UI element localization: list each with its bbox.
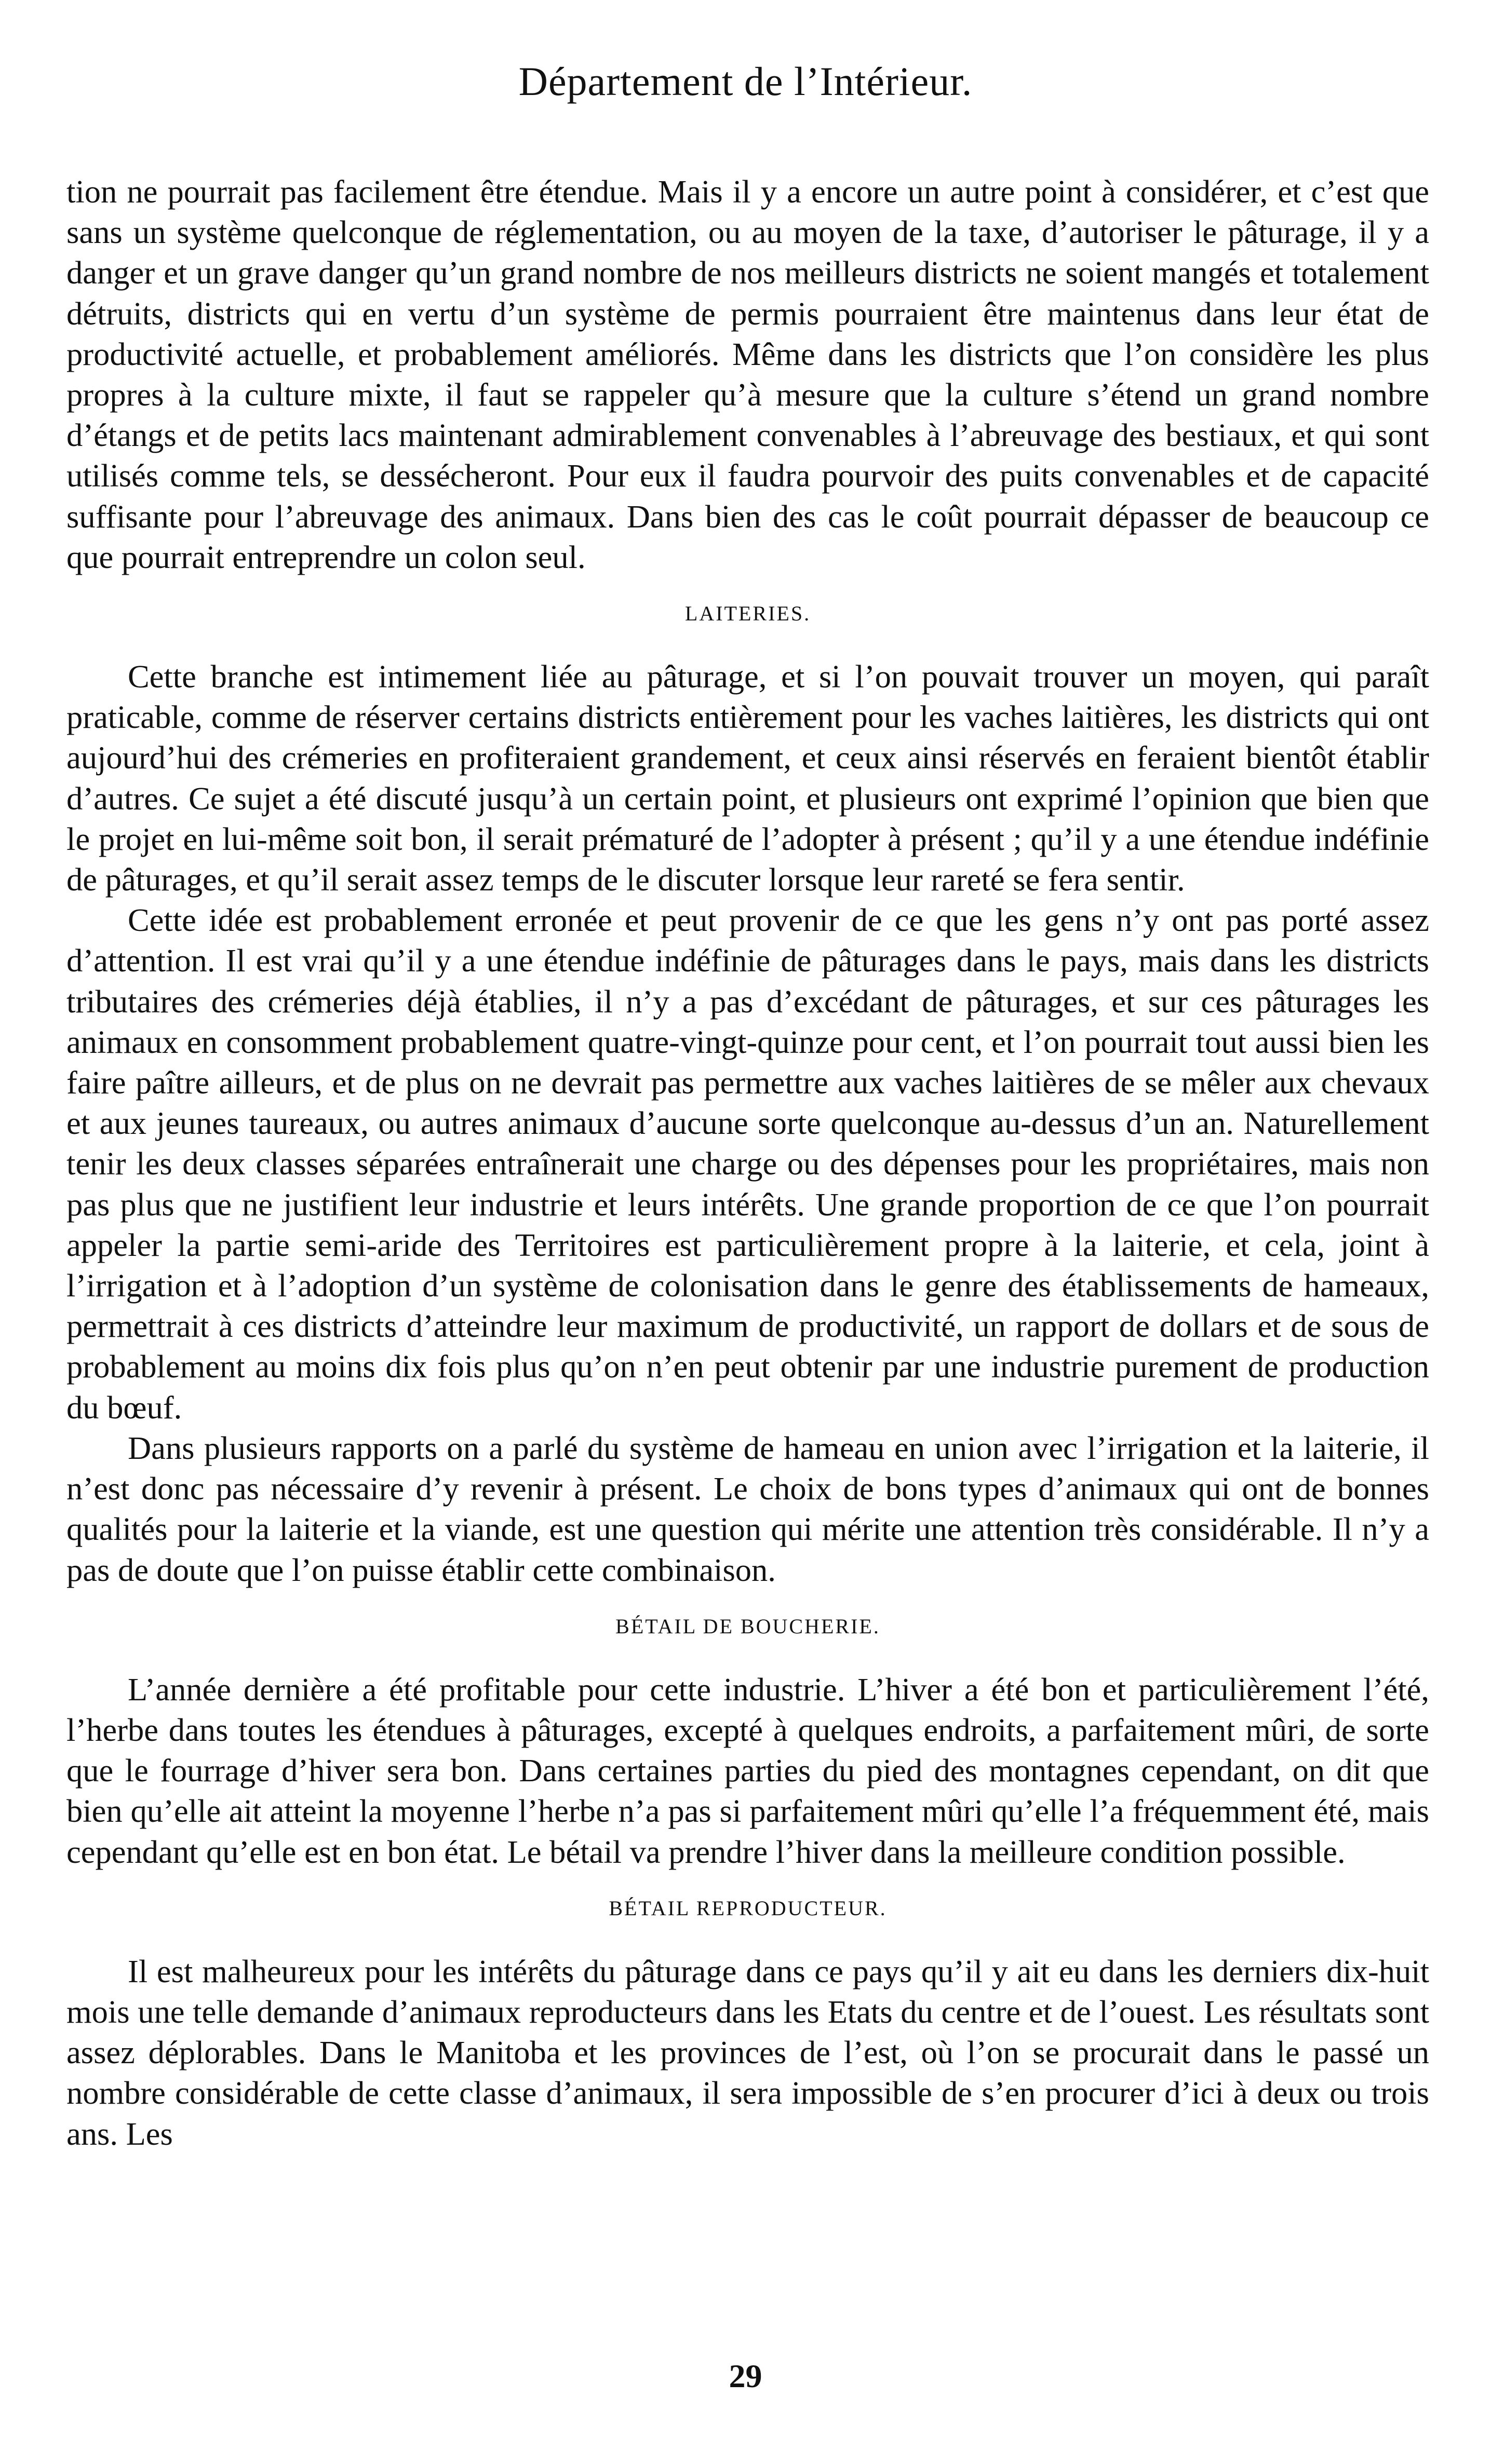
paragraph-betail-boucherie: L’année dernière a été profitable pour cette industrie. L’hiver a été bon et particulièrement l’été, l’herbe dans toutes les étendues à pâturages, excepté à quelques endroits, a parfaitement mûri, de sorte que le fourrage d’hiver sera bon. Dans certaines parties du pied des montagnes cependant, on dit que bien qu’elle ait atteint la moyenne l’herbe n’a pas si parfaitement mûri qu’elle l’a fréquemment été, mais cependant qu’elle est en bon état. Le bétail va prendre l’hiver dans la meilleure condition possible. bbox=[66, 1671, 1429, 1870]
section-heading-betail-boucherie: BÉTAIL DE BOUCHERIE. bbox=[615, 1614, 880, 1638]
paragraph-laiteries-1: Cette branche est intimement liée au pâturage, et si l’on pouvait trouver un moyen, qui paraît praticable, comme de réserver certains districts entièrement pour les vaches laitières, les districts qui ont aujourd’hui des crémeries en profiteraient grandement, et ceux ainsi réservés en feraient bientôt établir d’autres. Ce sujet a été discuté jusqu’à un certain point, et plusieurs ont exprimé l’opinion que bien que le projet en lui-même soit bon, il serait prématuré de l’adopter à présent ; qu’il y a une étendue indéfinie de pâturages, et qu’il serait assez temps de le discuter lorsque leur rareté se fera sentir. bbox=[66, 658, 1429, 898]
section-heading-betail-reproducteur: BÉTAIL REPRODUCTEUR. bbox=[609, 1896, 887, 1920]
body-text bbox=[66, 171, 1429, 2154]
paragraph-laiteries-3: Dans plusieurs rapports on a parlé du système de hameau en union avec l’irrigation et la laiterie, il n’est donc pas nécessaire d’y revenir à présent. Le choix de bons types d’animaux qui ont de bonnes qualités pour la laiterie et la viande, est une question qui mérite une attention très considérable. Il n’y a pas de doute que l’on puisse établir cette combinaison. bbox=[66, 1429, 1429, 1588]
paragraph-betail-reproducteur: Il est malheureux pour les intérêts du pâturage dans ce pays qu’il y ait eu dans les derniers dix-huit mois une telle demande d’animaux reproducteurs dans les Etats du centre et de l’ouest. Les résultats sont assez déplorables. Dans le Manitoba et les provinces de l’est, où l’on se procurait dans le passé un nombre considérable de cette classe d’animaux, il sera impossible de s’en procurer d’ici à deux ou trois ans. Les bbox=[66, 1953, 1429, 2152]
page-number: 29 bbox=[729, 2358, 762, 2394]
running-head-title: Département de l’Intérieur. bbox=[518, 59, 973, 104]
paragraph-intro: tion ne pourrait pas facilement être étendue. Mais il y a encore un autre point à considérer, et c’est que sans un système quelconque de réglementation, ou au moyen de la taxe, d’autoriser le pâturage, il y a danger et un grave danger qu’un grand nombre de nos meilleurs districts ne soient mangés et totalement détruits, districts qui en vertu d’un système de permis pourraient être maintenus dans leur état de productivité actuelle, et probablement améliorés. Même dans les districts que l’on considère les plus propres à la culture mixte, il faut se rappeler qu’à mesure que la culture s’étend un grand nombre d’étangs et de petits lacs maintenant admirablement convenables à l’abreuvage des bestiaux, et qui sont utilisés comme tels, se dessécheront. Pour eux il faudra pourvoir des puits convenables et de capacité suffisante pour l’abreuvage des animaux. Dans bien des cas le coût pourrait dépasser de beaucoup ce que pourrait entreprendre un colon seul. bbox=[66, 173, 1429, 575]
section-heading-laiteries: LAITERIES. bbox=[684, 602, 811, 626]
paragraph-laiteries-2: Cette idée est probablement erronée et peut provenir de ce que les gens n’y ont pas porté assez d’attention. Il est vrai qu’il y a une étendue indéfinie de pâturages dans le pays, mais dans les districts tributaires des crémeries déjà établies, il n’y a pas d’excédant de pâturages, et sur ces pâturages les animaux en consomment probablement quatre-vingt-quinze pour cent, et l’on pourrait tout aussi bien les faire paître ailleurs, et de plus on ne devrait pas permettre aux vaches laitières de se mêler aux chevaux et aux jeunes taureaux, ou autres animaux d’aucune sorte quelconque au-dessus d’un an. Naturellement tenir les deux classes séparées entraînerait une charge ou des dépenses pour les propriétaires, mais non pas plus que ne justifient leur industrie et leurs intérêts. Une grande proportion de ce que l’on pourrait appeler la partie semi-aride des Territoires est particulièrement propre à la laiterie, et cela, joint à l’irrigation et à l’adoption d’un système de colonisation dans le genre des établissements de hameaux, permettrait à ces districts d’atteindre leur maximum de productivité, un rapport de dollars et de sous de probablement au moins dix fois plus qu’on n’en peut obtenir par une industrie purement de production du bœuf. bbox=[66, 902, 1429, 1426]
